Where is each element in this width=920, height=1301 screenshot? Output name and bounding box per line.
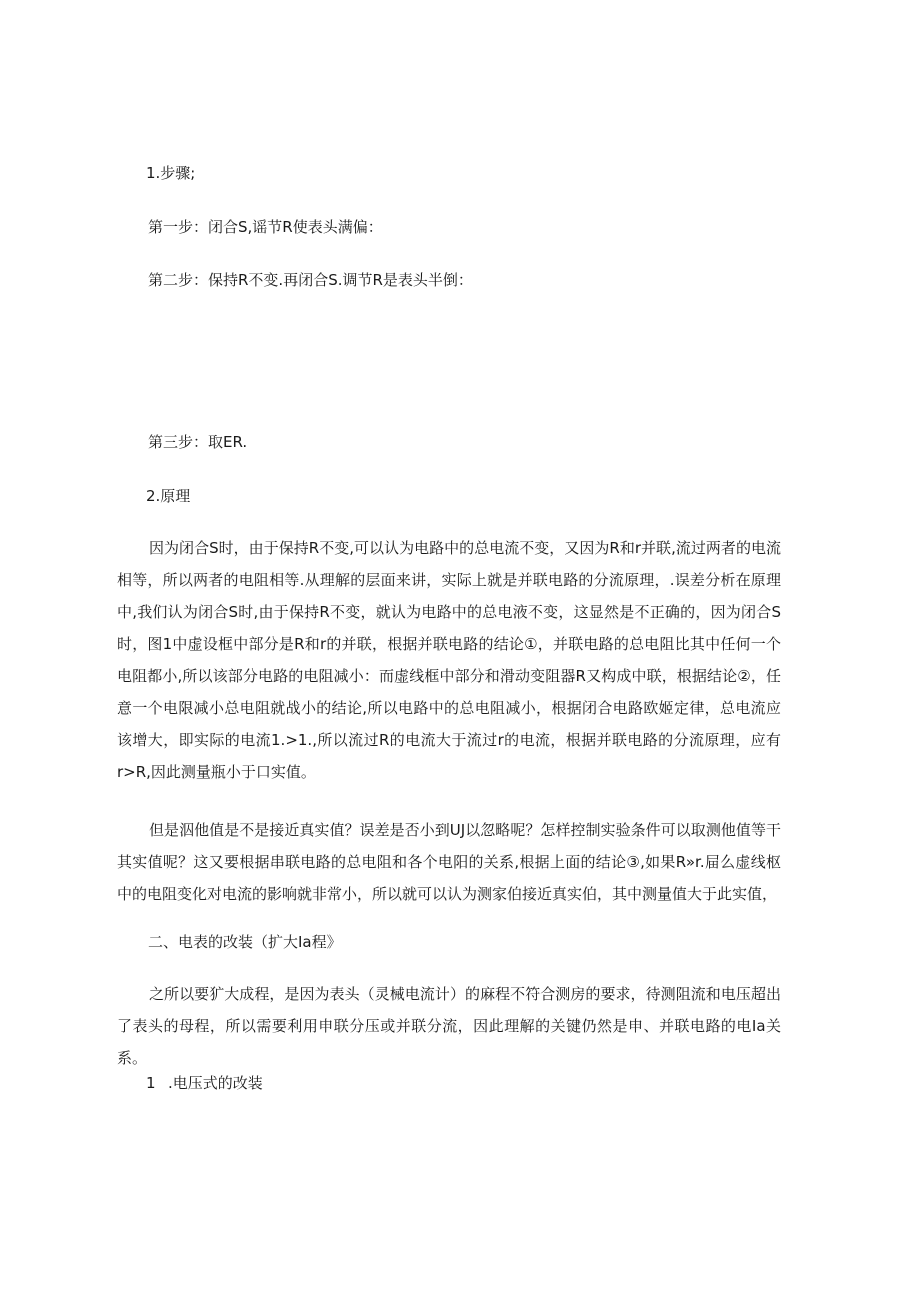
section-2-paragraph: 之所以要犷大成程，是因为表头（灵械电流计）的麻程不符合测房的要求，待测阻流和电压超出了表头的母程，所以需要利用申联分压或并联分流，因此理解的关键仍然是申、并联电路的电Ia关系。 <box>117 985 781 1067</box>
subsection-number: 1 <box>146 1074 156 1092</box>
principle-paragraph-1: 因为闭合S时，由于保持R不变,可以认为电路中的总电流不变，又因为R和r并联,流过两者的电流相等，所以两者的电阻相等.从理解的层面来讲，实际上就是并联电路的分流原理，.误差分析在原理中,我们认为闭合S时,由于保持R不变，就认为电路中的总电液不变，这显然是不正确的，因为闭合S时，图1中虚设框中部分是R和r的并联，根据并联电路的结论①，并联电路的总电阻比其中任何一个电阻都小,所以该部分电路的电阻减小：而虚线框中部分和滑动变阻器R又构成中联，根据结论②，任意一个电限减小总电阻就战小的结论,所以电路中的总电阻减小，根据闭合电路欧姬定律，总电流应该增大，即实际的电流1.>1.,所以流过R的电流大于流过r的电流，根据并联电路的分流原理，应有r>R,因此测量瓶小于口实值。 <box>117 539 781 781</box>
principle-paragraph-2: 但是泅他值是不是接近真实值？误差是否小到UJ以忽略呢？怎样控制实验条件可以取测他值等干其实值呢？这又要根据串联电路的总电阻和各个电阳的关系,根据上面的结论③,如果R»r.屇么虚线枢中的电阻变化对电流的影响就非常小，所以就可以认为测家伯接近真实伯，其中测量值大于此实值， <box>117 821 781 903</box>
subsection-voltage-meter <box>146 1073 263 1093</box>
principle-heading: 2.原理 <box>146 487 191 505</box>
step-1: 第一步：闭合S,谣节R使表头满偏： <box>148 218 383 236</box>
step-3: 第三步：取ER. <box>148 433 248 451</box>
section-2-heading: 二、电表的改装（扩大Ia程》 <box>148 933 342 951</box>
steps-heading: 1.步骤; <box>146 164 196 182</box>
subsection-title: .电压式的改装 <box>168 1074 263 1092</box>
step-2: 第二步：保持R不变.再闭合S.调节R是表头半倒： <box>148 271 473 289</box>
